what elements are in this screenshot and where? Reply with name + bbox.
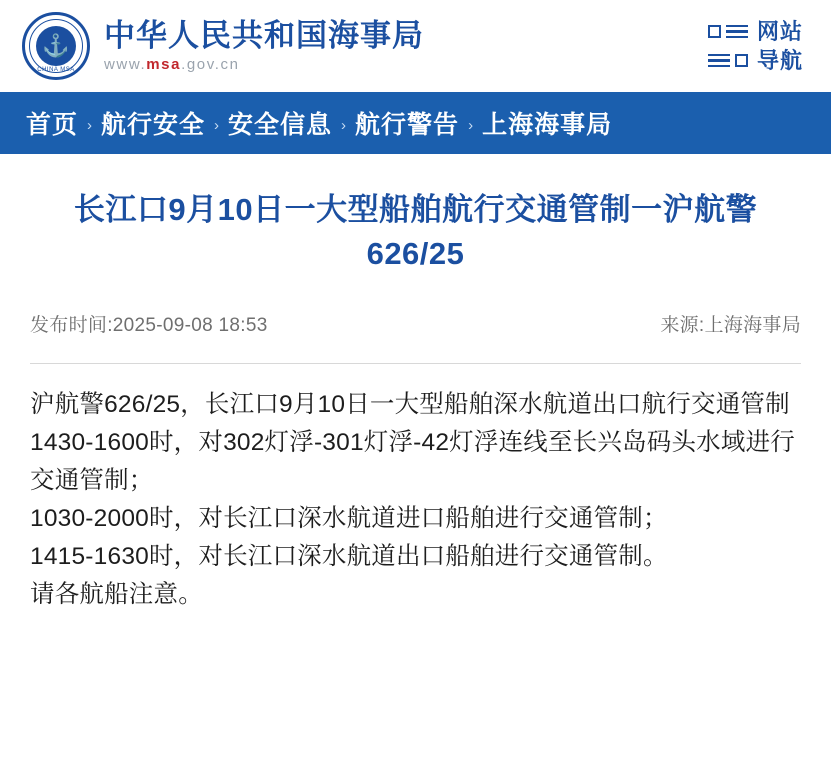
breadcrumb: [26, 105, 612, 141]
article-paragraph: 1030-2000时，对长江口深水航道进口船舶进行交通管制；: [30, 504, 668, 532]
site-url: [104, 56, 424, 73]
article-paragraph: 1415-1630时，对长江口深水航道出口船舶进行交通管制。: [30, 542, 668, 570]
square-icon: [708, 25, 721, 38]
msa-emblem-icon: [22, 12, 90, 80]
brand-block[interactable]: [22, 12, 424, 80]
article-meta: [30, 310, 801, 337]
breadcrumb-separator: ›: [468, 116, 474, 134]
breadcrumb-bar: [0, 92, 831, 154]
breadcrumb-item-shanghai-msa[interactable]: 上海海事局: [482, 111, 613, 139]
anchor-icon: ⚓: [36, 26, 76, 66]
square-icon: [735, 54, 748, 67]
breadcrumb-separator: ›: [214, 116, 220, 134]
url-suffix: .gov.cn: [181, 56, 240, 74]
publish-time: 发布时间:2025-09-08 18:53: [30, 315, 268, 337]
org-name: 中华人民共和国海事局: [104, 17, 424, 53]
nav-label-website: 网站: [756, 18, 803, 44]
article: [0, 188, 831, 614]
nav-label-navigation: 导航: [756, 47, 803, 73]
article-paragraph: 1430-1600时，对302灯浮-301灯浮-42灯浮连线至长兴岛码头水域进行交通管制；: [30, 429, 795, 494]
breadcrumb-item-safety-info[interactable]: 安全信息: [228, 111, 333, 139]
article-paragraph: 沪航警626/25，长江口9月10日一大型船舶深水航道出口航行交通管制: [30, 391, 790, 419]
brand-text: [104, 19, 424, 74]
breadcrumb-item-home[interactable]: 首页: [26, 111, 79, 139]
url-prefix: www.: [104, 56, 147, 74]
menu-lines-icon: [726, 25, 748, 39]
emblem-caption: CHINA MSA: [37, 67, 75, 73]
breadcrumb-separator: ›: [87, 116, 93, 134]
site-header: [0, 0, 831, 92]
site-nav-row-1[interactable]: [708, 18, 803, 44]
article-paragraph: 请各航船注意。: [30, 580, 203, 608]
page-title: 长江口9月10日一大型船舶航行交通管制一沪航警626/25: [73, 192, 758, 272]
site-nav-widget[interactable]: [708, 18, 803, 73]
breadcrumb-separator: ›: [341, 116, 347, 134]
meta-divider: [30, 363, 801, 364]
article-source: 来源:上海海事局: [660, 315, 801, 337]
url-brand: msa: [146, 56, 182, 74]
nav-glyph-top: [708, 25, 748, 39]
menu-lines-icon: [708, 54, 730, 68]
article-body: [30, 386, 801, 614]
breadcrumb-item-navigation-warning[interactable]: 航行警告: [355, 111, 460, 139]
breadcrumb-item-navigation-safety[interactable]: 航行安全: [101, 111, 206, 139]
nav-glyph-bottom: [708, 54, 748, 68]
site-nav-row-2[interactable]: [708, 47, 803, 73]
